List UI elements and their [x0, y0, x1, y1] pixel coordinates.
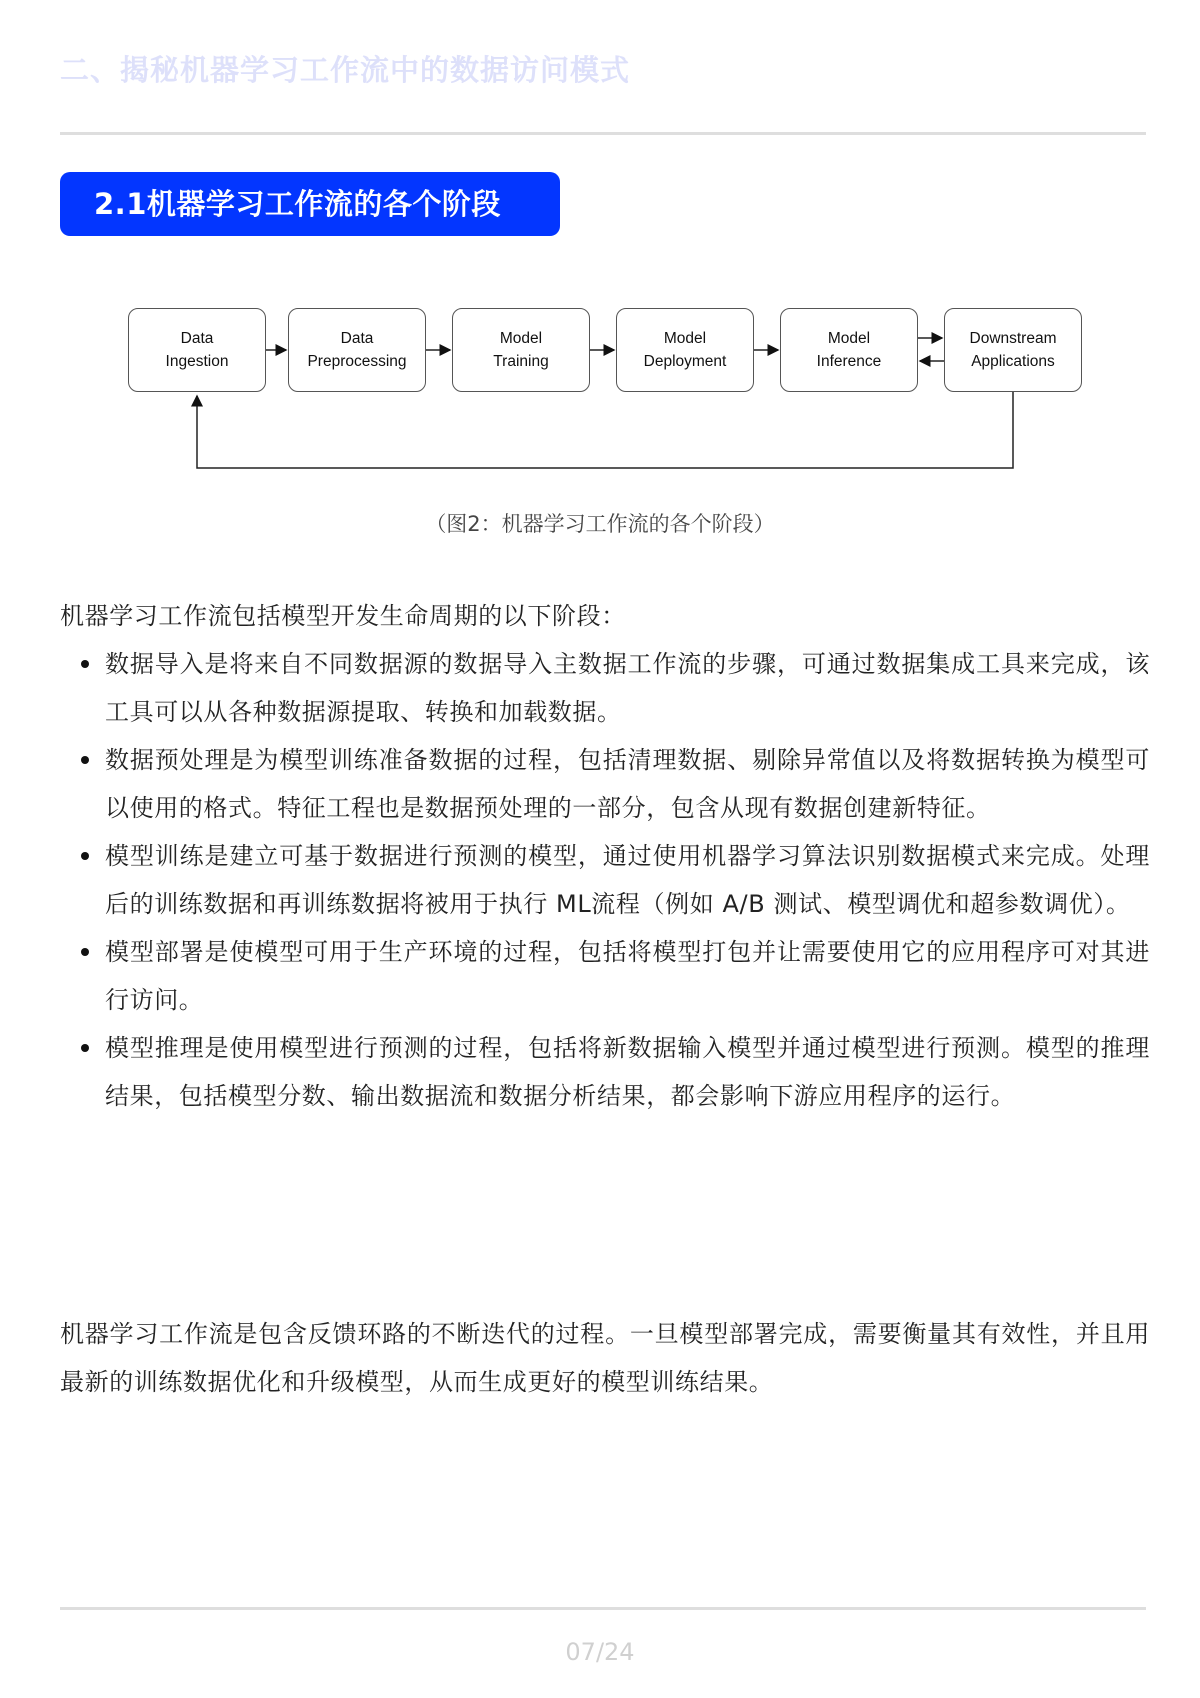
list-item-text: 模型推理是使用模型进行预测的过程，包括将新数据输入模型并通过模型进行预测。模型的推理结果，包括模型分数、输出数据流和数据分析结果，都会影响下游应用程序的运行。 [105, 1034, 1150, 1110]
stage-model-inference [780, 308, 918, 392]
stage-label: Training [493, 353, 549, 370]
stage-label: Data [180, 330, 214, 347]
figure-caption: （图2：机器学习工作流的各个阶段） [425, 512, 775, 536]
intro-paragraph: 机器学习工作流包括模型开发生命周期的以下阶段： [60, 602, 626, 630]
stage-label: Model [499, 330, 543, 347]
list-item-text: 数据导入是将来自不同数据源的数据导入主数据工作流的步骤，可通过数据集成工具来完成，该工具可以从各种数据源提取、转换和加载数据。 [105, 650, 1150, 726]
stage-label: Downstream [969, 330, 1057, 347]
footer-divider [60, 1607, 1146, 1610]
section-header: 二、揭秘机器学习工作流中的数据访问模式 [60, 53, 631, 87]
subsection-banner: 2.1机器学习工作流的各个阶段 [60, 172, 560, 236]
stage-label: Data [340, 330, 374, 347]
stage-label: Model [827, 330, 871, 347]
list-item [60, 1024, 1150, 1120]
list-item [60, 832, 1150, 928]
stage-label: Ingestion [165, 353, 229, 370]
stage-data-preprocessing [288, 308, 426, 392]
list-item-text: 数据预处理是为模型训练准备数据的过程，包括清理数据、剔除异常值以及将数据转换为模型可以使用的格式。特征工程也是数据预处理的一部分，包含从现有数据创建新特征。 [105, 746, 1150, 822]
header-divider [60, 132, 1146, 135]
list-item [60, 640, 1150, 736]
stage-model-training [452, 308, 590, 392]
stage-data-ingestion [128, 308, 266, 392]
stage-label: Model [663, 330, 707, 347]
stage-list [60, 640, 1150, 1120]
list-item-text: 模型训练是建立可基于数据进行预测的模型，通过使用机器学习算法识别数据模式来完成。处理后的训练数据和再训练数据将被用于执行 ML流程（例如 A/B 测试、模型调优和超参数调优）。 [105, 842, 1150, 918]
bullet-icon [81, 660, 89, 668]
conclusion-paragraph: 机器学习工作流是包含反馈环路的不断迭代的过程。一旦模型部署完成，需要衡量其有效性，并且用最新的训练数据优化和升级模型，从而生成更好的模型训练结果。 [60, 1320, 1150, 1396]
stage-label: Deployment [643, 353, 727, 370]
stage-label: Applications [971, 353, 1055, 370]
stage-label: Preprocessing [307, 353, 407, 370]
stage-model-deployment [616, 308, 754, 392]
bullet-icon [81, 1044, 89, 1052]
bullet-icon [81, 852, 89, 860]
list-item [60, 928, 1150, 1024]
feedback-loop [197, 392, 1013, 468]
bullet-icon [81, 948, 89, 956]
list-item [60, 736, 1150, 832]
list-item-text: 模型部署是使模型可用于生产环境的过程，包括将模型打包并让需要使用它的应用程序可对其进行访问。 [105, 938, 1150, 1014]
stage-downstream-applications [944, 308, 1082, 392]
page-number: 07/24 [565, 1638, 635, 1666]
bullet-icon [81, 756, 89, 764]
stage-label: Inference [816, 353, 882, 370]
workflow-diagram [0, 290, 1200, 490]
